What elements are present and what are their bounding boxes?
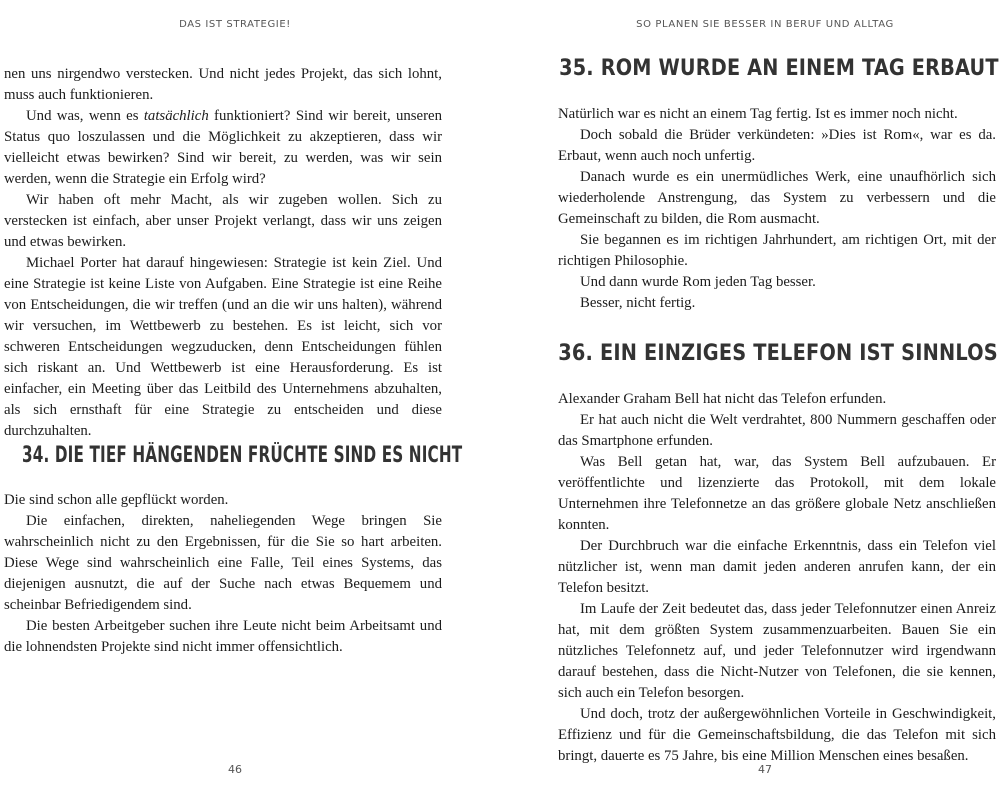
- paragraph: Im Laufe der Zeit bedeutet das, dass jeder Telefonnutzer einen Anreiz hat, mit dem größten System zusammenzuarbeiten. Bauen Sie ein nützliches Telefonnetz auf, und jeder Telefonnutzer wird irgendwann darauf bestehen, dass die Nicht-Nutzer von Telefonen, die sie kennen, sich auch ein Telefon besorgen.: [558, 601, 996, 701]
- paragraph: Doch sobald die Brüder verkündeten: »Dies ist Rom«, war es da. Erbaut, wenn auch noch unfertig.: [558, 127, 996, 164]
- left-body-text: [4, 64, 442, 442]
- paragraph: Der Durchbruch war die einfache Erkenntnis, dass ein Telefon viel nützlicher ist, wenn man damit jeden anderen anrufen kann, der ein Telefon besitzt.: [558, 538, 996, 596]
- paragraph: Die sind schon alle gepflückt worden.: [4, 492, 229, 508]
- paragraph: Sie begannen es im richtigen Jahrhundert, am richtigen Ort, mit der richtigen Philosophie.: [558, 232, 996, 269]
- paragraph-prefix: Und was, wenn es: [26, 108, 144, 124]
- paragraph: Wir haben oft mehr Macht, als wir zugeben wollen. Sich zu verstecken ist einfach, aber unser Projekt verlangt, dass wir uns zeigen und etwas bewirken.: [4, 192, 442, 250]
- page-number-right: 47: [758, 763, 772, 776]
- paragraph: Alexander Graham Bell hat nicht das Telefon erfunden.: [558, 391, 887, 407]
- running-head-left: DAS IST STRATEGIE!: [179, 19, 291, 30]
- section-heading-36: 36. EIN EINZIGES TELEFON IST SINNLOS: [558, 341, 998, 366]
- paragraph-rest: Sind wir bereit, unseren Status quo loszulassen und die Möglichkeit zu akzeptieren, dass wir vielleicht etwas bewirken? Sind wir bereit, zu werden, was wir sein werden, wenn die Strategie ein Erfolg wird?: [4, 108, 443, 187]
- page-number-left: 46: [228, 763, 242, 776]
- section-36-body: [558, 389, 996, 767]
- paragraph: nen uns nirgendwo verstecken. Und nicht jedes Projekt, das sich lohnt, muss auch funktionieren.: [4, 66, 442, 103]
- running-head-right: SO PLANEN SIE BESSER IN BERUF UND ALLTAG: [636, 19, 894, 30]
- paragraph: Besser, nicht fertig.: [580, 295, 696, 311]
- paragraph: Er hat auch nicht die Welt verdrahtet, 800 Nummern geschaffen oder das Smartphone erfunden.: [558, 412, 996, 449]
- paragraph: [4, 106, 442, 190]
- paragraph: Was Bell getan hat, war, das System Bell aufzubauen. Er veröffentlichte und lizenzierte das Protokoll, mit dem lokale Unternehmen ihre Telefonnetze an das größere globale Netz anschließen konnten.: [558, 454, 996, 533]
- paragraph: Natürlich war es nicht an einem Tag fertig. Ist es immer noch nicht.: [558, 106, 958, 122]
- emphasis-word: tatsächlich: [143, 108, 209, 124]
- paragraph: Die einfachen, direkten, naheliegenden Wege bringen Sie wahrscheinlich nicht zu den Ergebnissen, für die Sie so hart arbeiten. Diese Wege sind wahrscheinlich eine Falle, Teil eines Systems, das diejenigen ausnutzt, die auf der Suche nach etwas Bequemem und scheinbar Befriedigendem sind.: [4, 513, 442, 613]
- section-34-body: [4, 490, 442, 658]
- paragraph: Michael Porter hat darauf hingewiesen: Strategie ist kein Ziel. Und eine Strategie ist keine Liste von Aufgaben. Eine Strategie ist eine Reihe von Entscheidungen, die wir treffen (und an die wir uns halten), während wir versuchen, im Wettbewerb zu bestehen. Es ist leicht, sich vor schweren Entscheidungen wegzuducken, denn Entscheidungen fühlen sich riskant an. Und Wettbewerb ist eine Herausforderung. Es ist einfacher, ein Meeting über das Leitbild des Unternehmens abzuhalten, als sich ernsthaft für eine Strategie zu entscheiden und diese durchzuhalten.: [4, 255, 442, 439]
- right-page: [530, 0, 1000, 800]
- paragraph: Und doch, trotz der außergewöhnlichen Vorteile in Geschwindigkeit, Effizienz und für die Gemeinschaftsbildung, die das Telefon mit sich bringt, dauerte es 75 Jahre, bis eine Million Menschen eines besaßen.: [558, 706, 996, 764]
- left-page: [0, 0, 470, 800]
- paragraph: Und dann wurde Rom jeden Tag besser.: [580, 274, 816, 290]
- section-heading-34: 34. DIE TIEF HÄNGENDEN FRÜCHTE SIND ES NICHT: [22, 443, 463, 468]
- paragraph: Danach wurde es ein unermüdliches Werk, eine unaufhörlich sich wiederholende Anstrengung, das System zu verbessern und die Gemeinschaft zu bilden, die Rom ausmacht.: [558, 169, 996, 227]
- paragraph: Die besten Arbeitgeber suchen ihre Leute nicht beim Arbeitsamt und die lohnendsten Projekte sind nicht immer offensichtlich.: [4, 618, 442, 655]
- paragraph-suffix: funktioniert?: [208, 108, 296, 124]
- section-35-body: [558, 104, 996, 314]
- section-heading-35: 35. ROM WURDE AN EINEM TAG ERBAUT: [559, 56, 999, 81]
